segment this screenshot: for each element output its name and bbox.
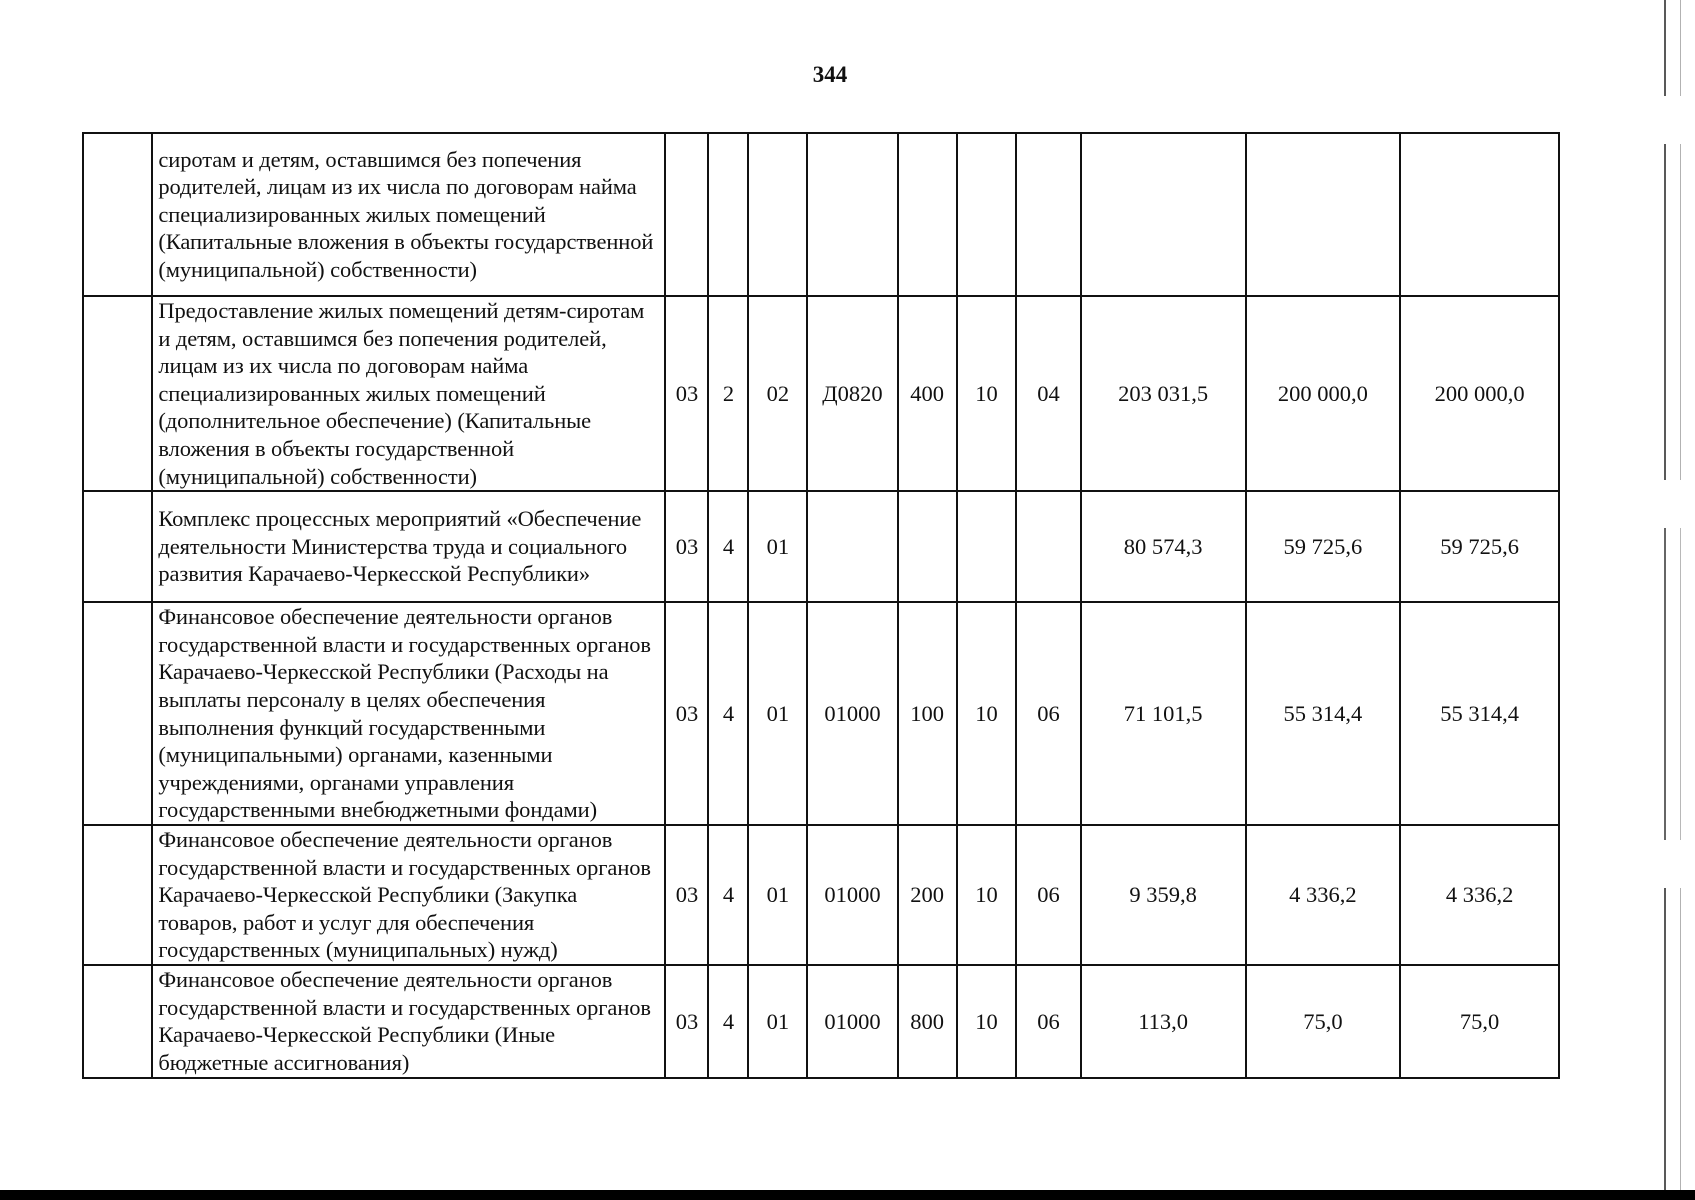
section-cell	[957, 133, 1017, 296]
amount-year2-cell: 4 336,2	[1246, 825, 1401, 965]
section-cell: 10	[957, 296, 1017, 491]
description-cell: Комплекс процессных мероприятий «Обеспечение деятельности Министерства труда и социального развития Карачаево-Черкесской Республики»	[152, 491, 665, 602]
scan-margin-line	[1664, 0, 1666, 1200]
amount-year2-cell: 59 725,6	[1246, 491, 1401, 602]
amount-year1-cell: 80 574,3	[1081, 491, 1246, 602]
expense-type-cell	[898, 491, 957, 602]
section-cell: 10	[957, 825, 1017, 965]
amount-year2-cell: 55 314,4	[1246, 602, 1401, 825]
program-code-cell: 03	[665, 491, 708, 602]
page-number: 344	[812, 62, 848, 87]
subsection-cell: 06	[1016, 602, 1080, 825]
budget-table	[82, 132, 1560, 1079]
subsection-cell: 04	[1016, 296, 1080, 491]
activity-code-cell: 02	[748, 296, 807, 491]
table-row	[83, 965, 1559, 1078]
amount-year3-cell: 59 725,6	[1400, 491, 1559, 602]
activity-code-cell: 01	[748, 602, 807, 825]
amount-year2-cell	[1246, 133, 1401, 296]
subprogram-code-cell	[708, 133, 748, 296]
row-number-cell	[83, 602, 152, 825]
table-row	[83, 602, 1559, 825]
row-number-cell	[83, 965, 152, 1078]
table-row	[83, 296, 1559, 491]
program-code-cell: 03	[665, 965, 708, 1078]
table-row	[83, 825, 1559, 965]
description-cell: Финансовое обеспечение деятельности органов государственной власти и государственных органов Карачаево-Черкесской Республики (Расходы на выплаты персоналу в целях обеспечения выполнения функций государственными (муниципальными) органами, казенными учреждениями, органами управления государственными внебюджетными фондами)	[152, 602, 665, 825]
activity-code-cell: 01	[748, 491, 807, 602]
subsection-cell	[1016, 133, 1080, 296]
subprogram-code-cell: 4	[708, 825, 748, 965]
expense-type-cell: 800	[898, 965, 957, 1078]
amount-year3-cell	[1400, 133, 1559, 296]
direction-code-cell	[807, 133, 897, 296]
expense-type-cell: 100	[898, 602, 957, 825]
scan-bottom-edge	[0, 1190, 1695, 1200]
program-code-cell: 03	[665, 825, 708, 965]
description-cell: Финансовое обеспечение деятельности органов государственной власти и государственных органов Карачаево-Черкесской Республики (Закупка товаров, работ и услуг для обеспечения государственных (муниципальных) нужд)	[152, 825, 665, 965]
amount-year1-cell: 203 031,5	[1081, 296, 1246, 491]
amount-year1-cell: 9 359,8	[1081, 825, 1246, 965]
direction-code-cell: Д0820	[807, 296, 897, 491]
amount-year2-cell: 200 000,0	[1246, 296, 1401, 491]
activity-code-cell: 01	[748, 965, 807, 1078]
expense-type-cell	[898, 133, 957, 296]
subprogram-code-cell: 4	[708, 965, 748, 1078]
program-code-cell: 03	[665, 602, 708, 825]
description-cell: Предоставление жилых помещений детям-сиротам и детям, оставшимся без попечения родителей, лицам из их числа по договорам найма специализированных жилых помещений (дополнительное обеспечение) (Капитальные вложения в объекты государственной (муниципальной) собственности)	[152, 296, 665, 491]
expense-type-cell: 400	[898, 296, 957, 491]
subprogram-code-cell: 4	[708, 602, 748, 825]
activity-code-cell: 01	[748, 825, 807, 965]
amount-year1-cell: 113,0	[1081, 965, 1246, 1078]
table-row	[83, 491, 1559, 602]
subsection-cell	[1016, 491, 1080, 602]
amount-year1-cell	[1081, 133, 1246, 296]
amount-year3-cell: 200 000,0	[1400, 296, 1559, 491]
amount-year3-cell: 4 336,2	[1400, 825, 1559, 965]
section-cell: 10	[957, 602, 1017, 825]
scan-margin-line-faint	[1680, 0, 1681, 1200]
subprogram-code-cell: 2	[708, 296, 748, 491]
subprogram-code-cell: 4	[708, 491, 748, 602]
amount-year2-cell: 75,0	[1246, 965, 1401, 1078]
section-cell: 10	[957, 965, 1017, 1078]
subsection-cell: 06	[1016, 825, 1080, 965]
description-cell: сиротам и детям, оставшимся без попечения родителей, лицам из их числа по договорам найма специализированных жилых помещений (Капитальные вложения в объекты государственной (муниципальной) собственности)	[152, 133, 665, 296]
program-code-cell: 03	[665, 296, 708, 491]
section-cell	[957, 491, 1017, 602]
row-number-cell	[83, 133, 152, 296]
direction-code-cell: 01000	[807, 602, 897, 825]
description-cell: Финансовое обеспечение деятельности органов государственной власти и государственных органов Карачаево-Черкесской Республики (Иные бюджетные ассигнования)	[152, 965, 665, 1078]
direction-code-cell: 01000	[807, 965, 897, 1078]
amount-year3-cell: 75,0	[1400, 965, 1559, 1078]
amount-year3-cell: 55 314,4	[1400, 602, 1559, 825]
expense-type-cell: 200	[898, 825, 957, 965]
table-row	[83, 133, 1559, 296]
row-number-cell	[83, 296, 152, 491]
row-number-cell	[83, 491, 152, 602]
activity-code-cell	[748, 133, 807, 296]
program-code-cell	[665, 133, 708, 296]
subsection-cell: 06	[1016, 965, 1080, 1078]
row-number-cell	[83, 825, 152, 965]
table-body	[83, 133, 1559, 1078]
direction-code-cell: 01000	[807, 825, 897, 965]
direction-code-cell	[807, 491, 897, 602]
amount-year1-cell: 71 101,5	[1081, 602, 1246, 825]
